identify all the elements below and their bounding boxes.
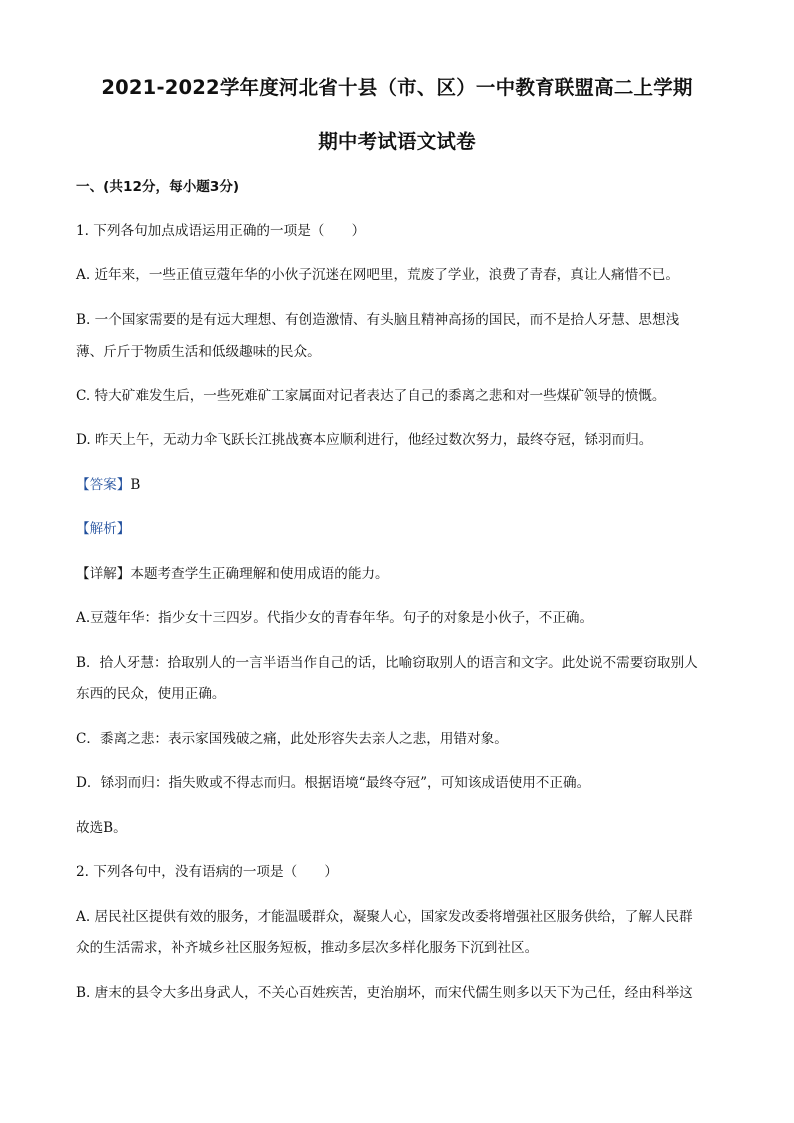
question-2-stem: 2. 下列各句中，没有语病的一项是（ ） xyxy=(76,864,338,880)
answer-value: B xyxy=(130,477,141,493)
title-line-1: 2021-2022学年度河北省十县（市、区）一中教育联盟高二上学期 xyxy=(101,76,693,99)
question-1-option-b-line-1: B. 一个国家需要的是有远大理想、有创造激情、有头脑且精神高扬的国民，而不是拾人牙慧、思想浅 xyxy=(76,312,680,328)
answer-tag: 【答案】 xyxy=(76,477,131,493)
explanation-c: C．黍离之悲：表示家国残破之痛，此处形容失去亲人之悲，用错对象。 xyxy=(76,731,508,747)
explanation-b-line-2: 东西的民众，使用正确。 xyxy=(76,686,226,702)
question-1-option-b-line-2: 薄、斤斤于物质生活和低级趣味的民众。 xyxy=(76,344,321,360)
question-1-option-d: D. 昨天上午，无动力伞飞跃长江挑战赛本应顺利进行，他经过数次努力，最终夺冠，铩羽而归。 xyxy=(76,432,653,448)
question-2-option-a-line-2: 众的生活需求，补齐城乡社区服务短板，推动多层次多样化服务下沉到社区。 xyxy=(76,940,539,956)
explanation-a: A.豆蔻年华：指少女十三四岁。代指少女的青春年华。句子的对象是小伙子，不正确。 xyxy=(76,610,594,626)
question-1-stem: 1. 下列各句加点成语运用正确的一项是（ ） xyxy=(76,223,366,239)
question-1-option-c: C. 特大矿难发生后，一些死难矿工家属面对记者表达了自己的黍离之悲和对一些煤矿领导的愤慨。 xyxy=(76,388,666,404)
analysis-line xyxy=(76,519,130,539)
detail-text: 本题考查学生正确理解和使用成语的能力。 xyxy=(130,566,389,582)
title-line-2: 期中考试语文试卷 xyxy=(318,130,476,153)
question-2-option-b-line-1: B. 唐末的县令大多出身武人，不关心百姓疾苦，吏治崩坏，而宋代儒生则多以天下为己任，经由科举这 xyxy=(76,985,693,1001)
question-2-option-a-line-1: A. 居民社区提供有效的服务，才能温暖群众，凝聚人心，国家发改委将增强社区服务供给，了解人民群 xyxy=(76,909,693,925)
detail-tag: 【详解】 xyxy=(76,566,131,582)
explanation-b-line-1: B．拾人牙慧：拾取别人的一言半语当作自己的话，比喻窃取别人的语言和文字。此处说不需要窃取别人 xyxy=(76,655,698,671)
analysis-tag: 【解析】 xyxy=(76,521,131,537)
answer-line xyxy=(76,475,140,495)
section-heading: 一、(共12分，每小题3分) xyxy=(76,179,240,195)
explanation-d: D．铩羽而归：指失败或不得志而归。根据语境“最终夺冠”，可知该成语使用不正确。 xyxy=(76,775,591,791)
detail-line xyxy=(76,564,389,584)
conclusion: 故选B。 xyxy=(76,820,127,836)
question-1-option-a: A. 近年来，一些正值豆蔻年华的小伙子沉迷在网吧里，荒废了学业，浪费了青春，真让人痛惜不已。 xyxy=(76,267,679,283)
